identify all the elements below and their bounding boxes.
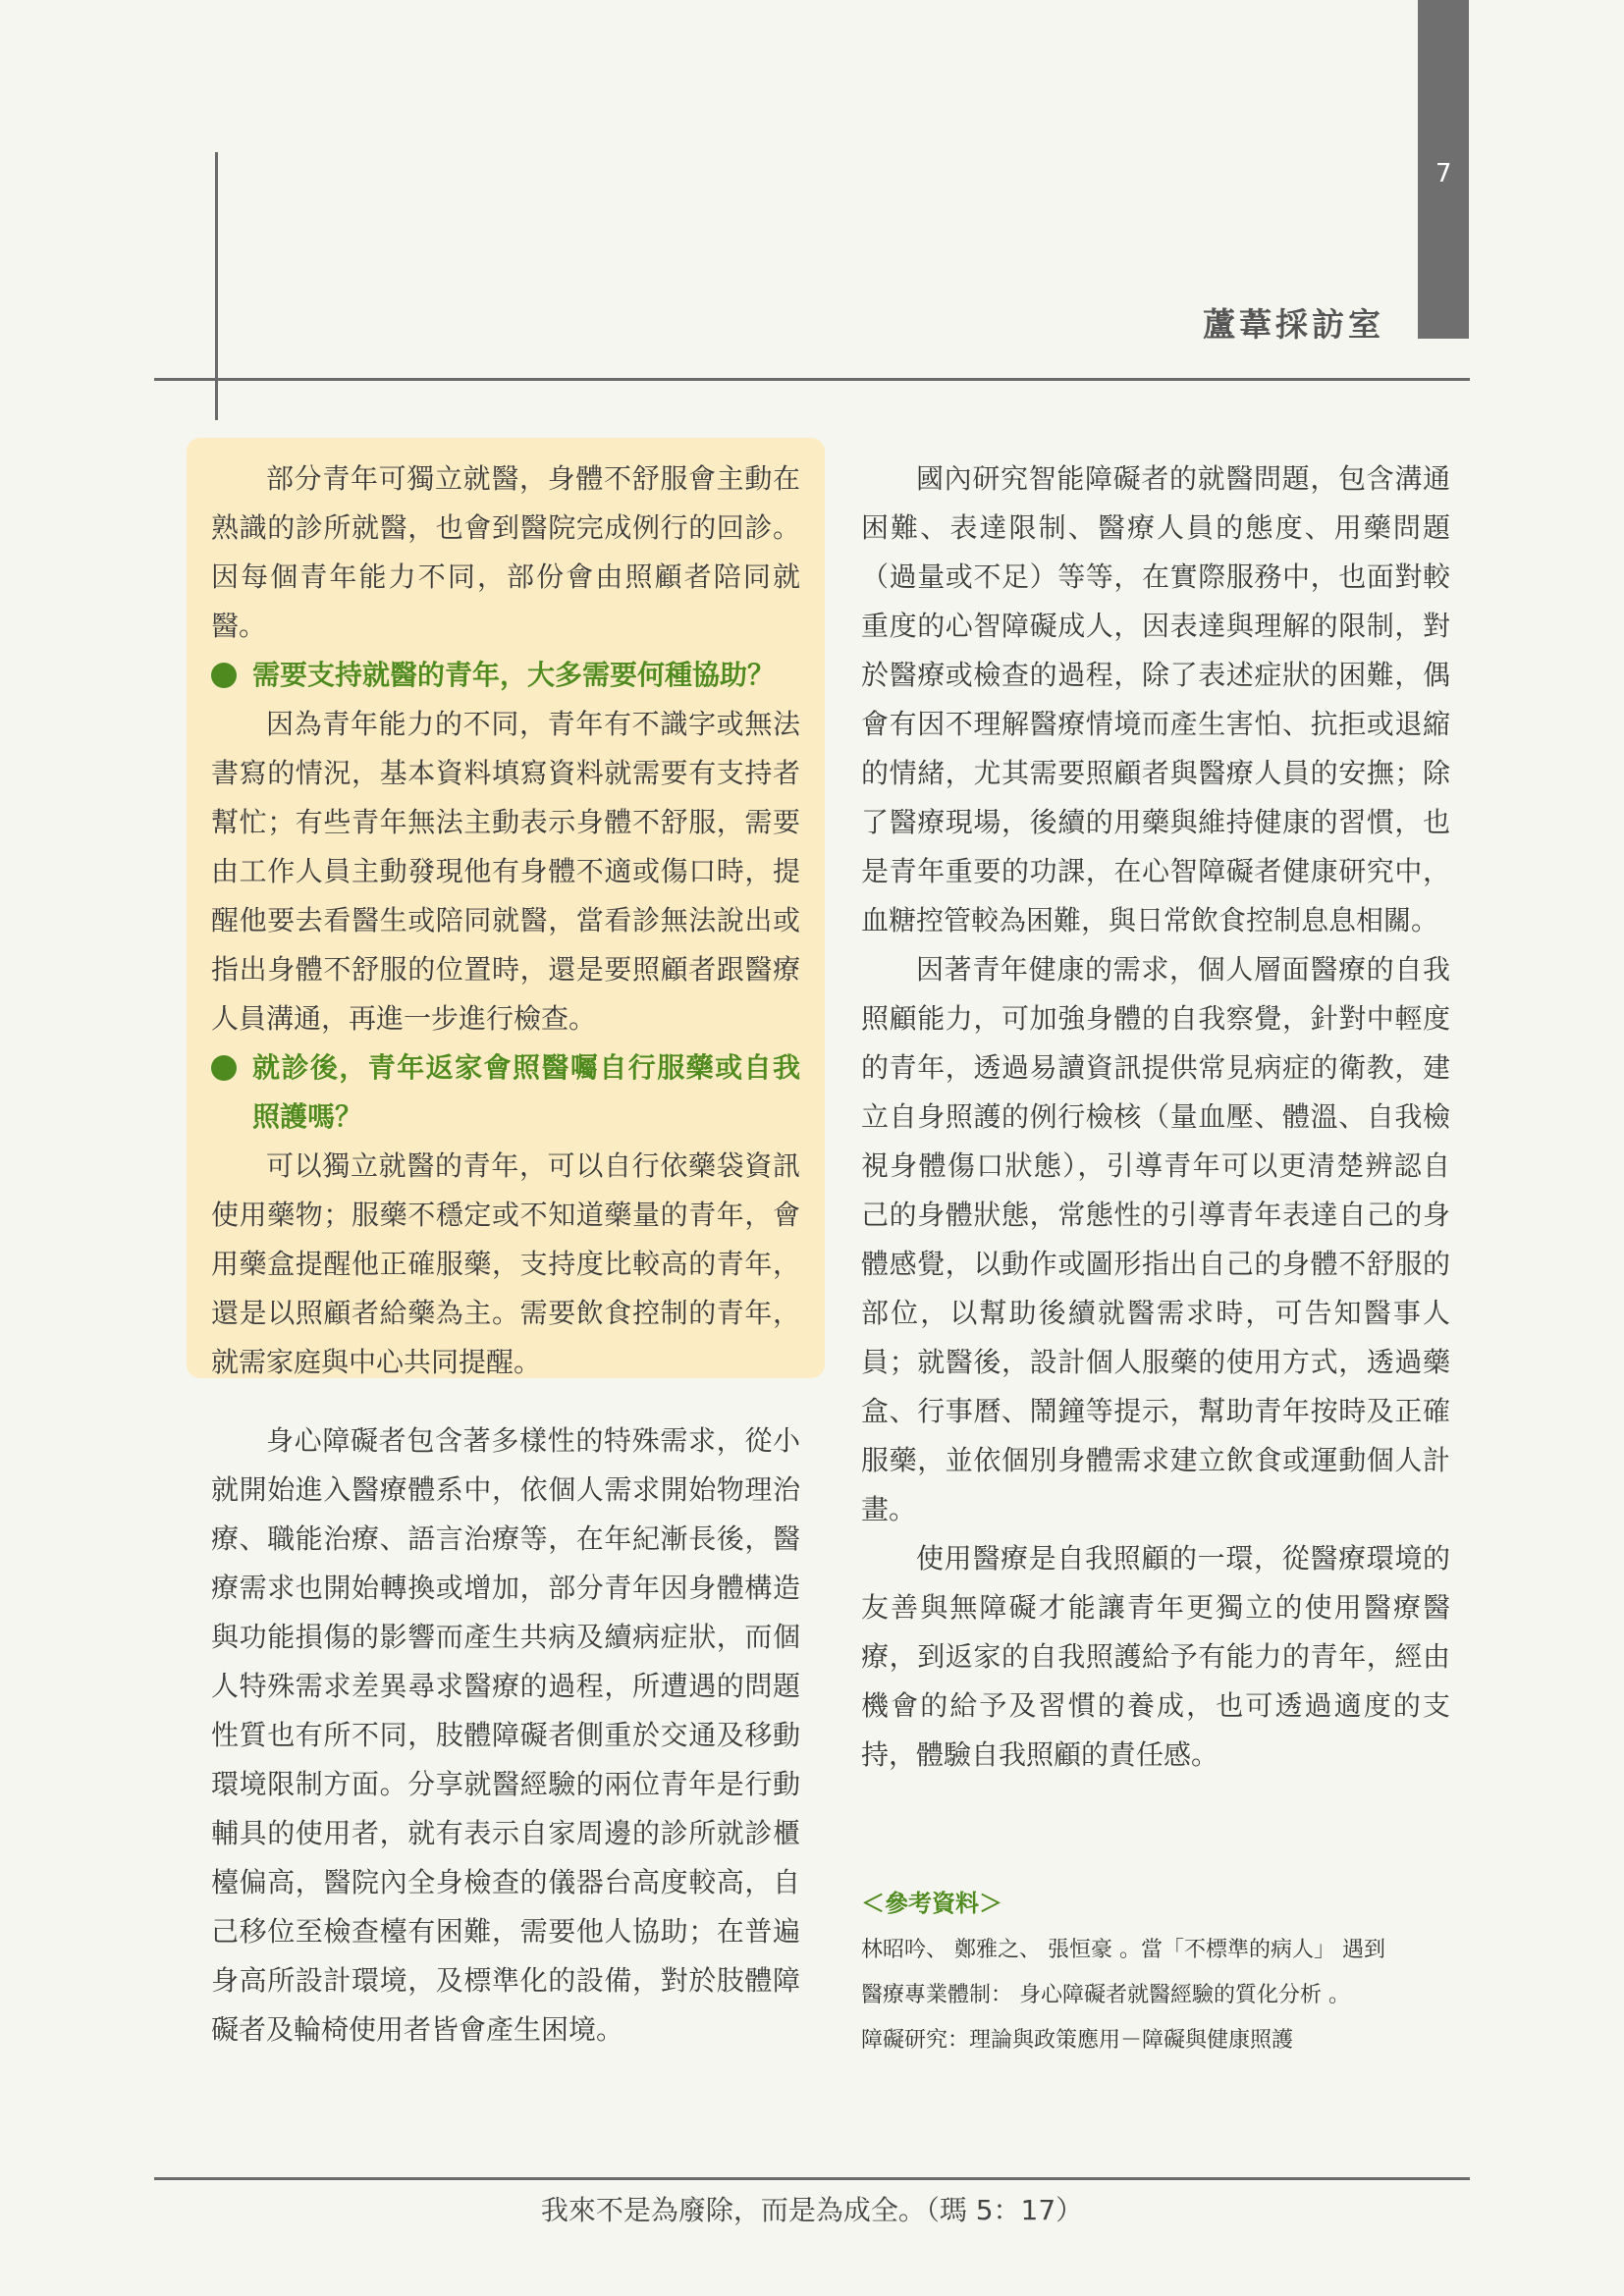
paragraph: 因著青年健康的需求，個人層面醫療的自我照顧能力，可加強身體的自我察覺，針對中輕度的青年，透過易讀資訊提供常見病症的衛教，建立自身照護的例行檢核（量血壓、體溫、自我檢視身體傷口狀態），引導青年可以更清楚辨認自己的身體狀態，常態性的引導青年表達自己的身體感覺，以動作或圖形指出自己的身體不舒服的部位，以幫助後續就醫需求時，可告知醫事人員；就醫後，設計個人服藥的使用方式，透過藥盒、行事曆、鬧鐘等提示，幫助青年按時及正確服藥，並依個別身體需求建立飲食或運動個人計畫。	[861, 953, 1450, 1525]
question-heading	[211, 651, 800, 700]
question-text: 就診後，青年返家會照醫囑自行服藥或自我照護嗎？	[252, 1051, 800, 1133]
paragraph: 國內研究智能障礙者的就醫問題，包含溝通困難、表達限制、醫療人員的態度、用藥問題（過量或不足）等等，在實際服務中，也面對較重度的心智障礙成人，因表達與理解的限制，對於醫療或檢查的過程，除了表述症狀的困難，偶會有因不理解醫療情境而產生害怕、抗拒或退縮的情緒，尤其需要照顧者與醫療人員的安撫；除了醫療現場，後續的用藥與維持健康的習慣，也是青年重要的功課，在心智障礙者健康研究中，血糖控管較為困難，與日常飲食控制息息相關。	[861, 462, 1450, 936]
left-box-content	[211, 454, 800, 1387]
right-column-body	[861, 454, 1450, 1780]
left-column-body	[211, 1416, 800, 2055]
bullet-icon	[211, 1055, 237, 1081]
reference-line: 林昭吟、 鄭雅之、 張恒豪 。當「不標準的病人」 遇到	[861, 1938, 1385, 1962]
paragraph: 身心障礙者包含著多樣性的特殊需求，從小就開始進入醫療體系中，依個人需求開始物理治療、職能治療、語言治療等，在年紀漸長後，醫療需求也開始轉換或增加，部分青年因身體構造與功能損傷的影響而產生共病及續病症狀，而個人特殊需求差異尋求醫療的過程，所遭遇的問題性質也有所不同，肢體障礙者側重於交通及移動環境限制方面。分享就醫經驗的兩位青年是行動輔具的使用者，就有表示自家周邊的診所就診櫃檯偏高，醫院內全身檢查的儀器台高度較高，自己移位至檢查檯有困難，需要他人協助；在普遍身高所設計環境，及標準化的設備，對於肢體障礙者及輪椅使用者皆會產生困境。	[211, 1424, 800, 2046]
question-text: 需要支持就醫的青年，大多需要何種協助？	[252, 659, 776, 691]
footer-rule	[154, 2177, 1470, 2180]
paragraph: 因為青年能力的不同，青年有不識字或無法書寫的情況，基本資料填寫資料就需要有支持者幫忙；有些青年無法主動表示身體不舒服，需要由工作人員主動發現他有身體不適或傷口時，提醒他要去看醫生或陪同就醫，當看診無法說出或指出身體不舒服的位置時，還是要照顧者跟醫療人員溝通，再進一步進行檢查。	[211, 708, 800, 1035]
header-rule	[154, 378, 1470, 381]
references	[861, 1879, 1470, 2063]
paragraph: 可以獨立就醫的青年，可以自行依藥袋資訊使用藥物；服藥不穩定或不知道藥量的青年，會用藥盒提醒他正確服藥，支持度比較高的青年，還是以照顧者給藥為主。需要飲食控制的青年，就需家庭與中心共同提醒。	[211, 1149, 800, 1378]
section-title: 蘆葦採訪室	[1203, 305, 1384, 344]
paragraph: 部分青年可獨立就醫，身體不舒服會主動在熟識的診所就醫，也會到醫院完成例行的回診。因每個青年能力不同，部份會由照顧者陪同就醫。	[211, 462, 800, 642]
paragraph: 使用醫療是自我照顧的一環，從醫療環境的友善與無障礙才能讓青年更獨立的使用醫療醫療，到返家的自我照護給予有能力的青年，經由機會的給予及習慣的養成，也可透過適度的支持，體驗自我照顧的責任感。	[861, 1542, 1450, 1771]
reference-line: 醫療專業體制： 身心障礙者就醫經驗的質化分析 。	[861, 1983, 1350, 2007]
reference-line: 障礙研究：理論與政策應用－障礙與健康照護	[861, 2028, 1294, 2053]
references-title: ＜參考資料＞	[861, 1890, 1002, 1917]
page-number: 7	[1435, 159, 1452, 188]
bullet-icon	[211, 663, 237, 688]
question-heading	[211, 1043, 800, 1142]
footer-quote: 我來不是為廢除，而是為成全。（瑪 5：17）	[540, 2194, 1084, 2226]
